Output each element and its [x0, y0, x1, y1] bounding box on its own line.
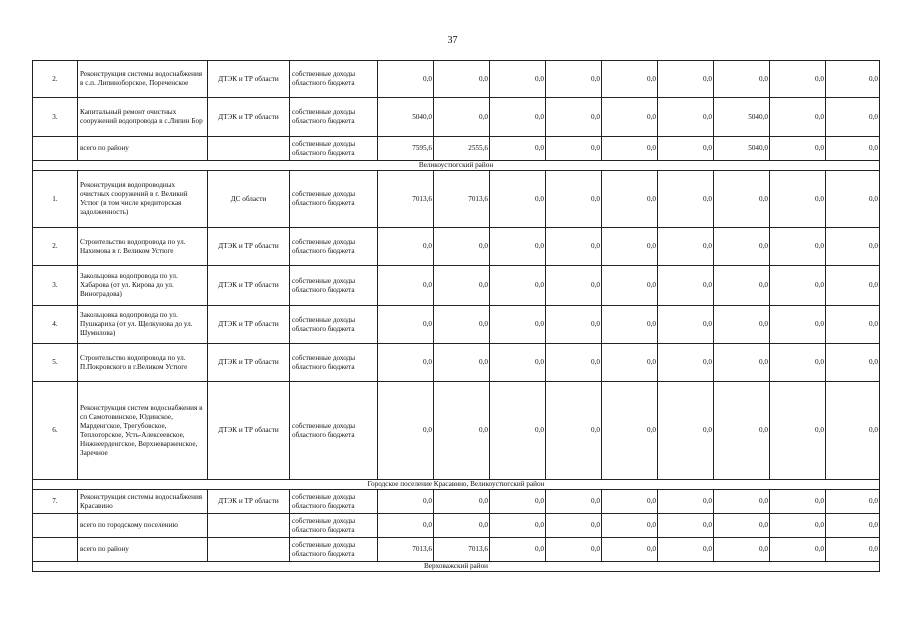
table-row [33, 344, 880, 382]
value-cell: 0,0 [826, 382, 880, 480]
value-cell: 0,0 [770, 137, 826, 161]
value-cell: 7013,6 [434, 171, 490, 228]
executor [208, 514, 290, 538]
section-row [33, 480, 880, 490]
value-cell: 0,0 [714, 514, 770, 538]
funding-source: собственные доходы областного бюджета [290, 171, 378, 228]
value-cell: 0,0 [602, 171, 658, 228]
value-cell: 0,0 [658, 171, 714, 228]
value-cell: 0,0 [714, 490, 770, 514]
value-cell: 0,0 [658, 344, 714, 382]
value-cell: 0,0 [714, 266, 770, 306]
funding-source: собственные доходы областного бюджета [290, 98, 378, 137]
row-index: 7. [33, 490, 78, 514]
row-index: 5. [33, 344, 78, 382]
value-cell: 0,0 [546, 137, 602, 161]
value-cell: 0,0 [658, 382, 714, 480]
row-index: 3. [33, 266, 78, 306]
value-cell: 0,0 [602, 514, 658, 538]
executor: ДТЭК и ТР области [208, 382, 290, 480]
value-cell: 0,0 [826, 490, 880, 514]
value-cell: 0,0 [490, 538, 546, 562]
value-cell: 0,0 [826, 171, 880, 228]
value-cell: 0,0 [546, 490, 602, 514]
value-cell: 0,0 [490, 266, 546, 306]
value-cell: 0,0 [826, 538, 880, 562]
value-cell: 0,0 [546, 266, 602, 306]
value-cell: 0,0 [546, 98, 602, 137]
value-cell: 0,0 [826, 306, 880, 344]
section-row [33, 562, 880, 572]
value-cell: 0,0 [490, 98, 546, 137]
value-cell: 7013,6 [378, 171, 434, 228]
object-name: Строительство водопровода по ул. П.Покровского в г.Великом Устюге [78, 344, 208, 382]
object-name: всего по району [78, 137, 208, 161]
table-row [33, 171, 880, 228]
value-cell: 0,0 [602, 538, 658, 562]
table-row [33, 228, 880, 266]
value-cell: 0,0 [546, 306, 602, 344]
value-cell: 0,0 [826, 514, 880, 538]
funding-source: собственные доходы областного бюджета [290, 382, 378, 480]
value-cell: 0,0 [378, 490, 434, 514]
value-cell: 0,0 [378, 382, 434, 480]
value-cell: 0,0 [770, 382, 826, 480]
table-row [33, 266, 880, 306]
value-cell: 0,0 [770, 266, 826, 306]
value-cell: 0,0 [546, 344, 602, 382]
value-cell: 0,0 [378, 344, 434, 382]
value-cell: 0,0 [714, 61, 770, 98]
value-cell: 0,0 [434, 490, 490, 514]
object-name: Закольцовка водопровода по ул. Хабарова (от ул. Кирова до ул. Виноградова) [78, 266, 208, 306]
value-cell: 0,0 [658, 490, 714, 514]
row-index: 4. [33, 306, 78, 344]
value-cell: 0,0 [770, 490, 826, 514]
value-cell: 0,0 [490, 171, 546, 228]
executor: ДТЭК и ТР области [208, 490, 290, 514]
value-cell: 0,0 [658, 61, 714, 98]
table-row [33, 98, 880, 137]
value-cell: 0,0 [546, 538, 602, 562]
row-index [33, 137, 78, 161]
value-cell: 0,0 [770, 228, 826, 266]
table-row [33, 61, 880, 98]
value-cell: 0,0 [826, 228, 880, 266]
value-cell: 0,0 [490, 137, 546, 161]
value-cell: 7013,6 [434, 538, 490, 562]
value-cell: 0,0 [602, 61, 658, 98]
row-index: 6. [33, 382, 78, 480]
value-cell: 0,0 [602, 228, 658, 266]
value-cell: 0,0 [490, 306, 546, 344]
value-cell: 0,0 [826, 137, 880, 161]
value-cell: 5040,0 [378, 98, 434, 137]
value-cell: 0,0 [434, 514, 490, 538]
value-cell: 0,0 [770, 514, 826, 538]
budget-table [32, 60, 880, 572]
object-name: Строительство водопровода по ул. Нахимова в г. Великом Устюге [78, 228, 208, 266]
funding-source: собственные доходы областного бюджета [290, 228, 378, 266]
funding-source: собственные доходы областного бюджета [290, 137, 378, 161]
value-cell: 0,0 [378, 306, 434, 344]
value-cell: 0,0 [770, 344, 826, 382]
object-name: всего по району [78, 538, 208, 562]
table-row [33, 538, 880, 562]
section-row [33, 161, 880, 171]
row-index: 3. [33, 98, 78, 137]
value-cell: 0,0 [770, 98, 826, 137]
table-row [33, 306, 880, 344]
value-cell: 0,0 [714, 228, 770, 266]
value-cell: 0,0 [602, 344, 658, 382]
value-cell: 0,0 [546, 61, 602, 98]
value-cell: 0,0 [658, 98, 714, 137]
row-index [33, 514, 78, 538]
value-cell: 0,0 [602, 490, 658, 514]
funding-source: собственные доходы областного бюджета [290, 306, 378, 344]
value-cell: 0,0 [826, 61, 880, 98]
executor: ДТЭК и ТР области [208, 61, 290, 98]
value-cell: 0,0 [434, 306, 490, 344]
value-cell: 0,0 [490, 61, 546, 98]
value-cell: 0,0 [658, 306, 714, 344]
object-name: Реконструкция системы водоснабжения в с.п. Липиноборское, Пореченское [78, 61, 208, 98]
funding-source: собственные доходы областного бюджета [290, 61, 378, 98]
funding-source: собственные доходы областного бюджета [290, 266, 378, 306]
executor: ДТЭК и ТР области [208, 228, 290, 266]
object-name: Реконструкция систем водоснабжения в сп Самотовинское, Юдинское, Марденгское, Трегубовское, Теплогорское, Усть-Алексеевское, Нижнеерденгское, Верхневарженское, Заречное [78, 382, 208, 480]
value-cell: 0,0 [714, 171, 770, 228]
value-cell: 0,0 [826, 98, 880, 137]
value-cell: 0,0 [378, 61, 434, 98]
object-name: всего по городскому поселению [78, 514, 208, 538]
value-cell: 0,0 [490, 344, 546, 382]
page-number: 37 [447, 35, 458, 46]
value-cell: 0,0 [658, 228, 714, 266]
object-name: Капитальный ремонт очистных сооружений водопровода в с.Липин Бор [78, 98, 208, 137]
value-cell: 0,0 [602, 137, 658, 161]
executor: ДТЭК и ТР области [208, 266, 290, 306]
object-name: Реконструкция системы водоснабжения Красавино [78, 490, 208, 514]
table-row [33, 382, 880, 480]
value-cell: 5040,0 [714, 137, 770, 161]
value-cell: 0,0 [602, 266, 658, 306]
value-cell: 0,0 [770, 171, 826, 228]
executor: ДТЭК и ТР области [208, 306, 290, 344]
value-cell: 7013,6 [378, 538, 434, 562]
section-title: Городское поселение Красавино, Великоустюгский район [33, 480, 880, 490]
value-cell: 0,0 [546, 228, 602, 266]
value-cell: 0,0 [658, 538, 714, 562]
table-body [33, 61, 880, 572]
value-cell: 0,0 [714, 382, 770, 480]
value-cell: 0,0 [378, 514, 434, 538]
value-cell: 0,0 [826, 344, 880, 382]
object-name: Закольцовка водопровода по ул. Пушкариха (от ул. Щелкунова до ул. Шумилова) [78, 306, 208, 344]
value-cell: 0,0 [770, 538, 826, 562]
value-cell: 0,0 [770, 306, 826, 344]
value-cell: 0,0 [658, 266, 714, 306]
value-cell: 0,0 [602, 382, 658, 480]
funding-source: собственные доходы областного бюджета [290, 538, 378, 562]
value-cell: 0,0 [826, 266, 880, 306]
value-cell: 0,0 [714, 306, 770, 344]
value-cell: 0,0 [770, 61, 826, 98]
value-cell: 5040,0 [714, 98, 770, 137]
value-cell: 0,0 [546, 171, 602, 228]
value-cell: 2555,6 [434, 137, 490, 161]
value-cell: 0,0 [434, 344, 490, 382]
value-cell: 0,0 [714, 538, 770, 562]
value-cell: 0,0 [546, 382, 602, 480]
value-cell: 0,0 [434, 228, 490, 266]
row-index: 1. [33, 171, 78, 228]
executor [208, 538, 290, 562]
executor [208, 137, 290, 161]
value-cell: 0,0 [546, 514, 602, 538]
value-cell: 0,0 [434, 266, 490, 306]
value-cell: 0,0 [434, 98, 490, 137]
table-row [33, 490, 880, 514]
object-name: Реконструкция водопроводных очистных сооружений в г. Великий Устюг (в том числе кредиторская задолженность) [78, 171, 208, 228]
table-row [33, 137, 880, 161]
value-cell: 0,0 [490, 382, 546, 480]
value-cell: 0,0 [490, 228, 546, 266]
funding-source: собственные доходы областного бюджета [290, 490, 378, 514]
value-cell: 0,0 [490, 514, 546, 538]
table-row [33, 514, 880, 538]
executor: ДС области [208, 171, 290, 228]
value-cell: 0,0 [658, 137, 714, 161]
funding-source: собственные доходы областного бюджета [290, 514, 378, 538]
funding-source: собственные доходы областного бюджета [290, 344, 378, 382]
value-cell: 0,0 [714, 344, 770, 382]
value-cell: 0,0 [602, 306, 658, 344]
value-cell: 0,0 [378, 228, 434, 266]
value-cell: 0,0 [434, 61, 490, 98]
executor: ДТЭК и ТР области [208, 344, 290, 382]
value-cell: 0,0 [490, 490, 546, 514]
executor: ДТЭК и ТР области [208, 98, 290, 137]
row-index [33, 538, 78, 562]
section-title: Великоустюгский район [33, 161, 880, 171]
value-cell: 0,0 [658, 514, 714, 538]
value-cell: 7595,6 [378, 137, 434, 161]
section-title: Верховажский район [33, 562, 880, 572]
value-cell: 0,0 [434, 382, 490, 480]
value-cell: 0,0 [602, 98, 658, 137]
row-index: 2. [33, 61, 78, 98]
value-cell: 0,0 [378, 266, 434, 306]
row-index: 2. [33, 228, 78, 266]
